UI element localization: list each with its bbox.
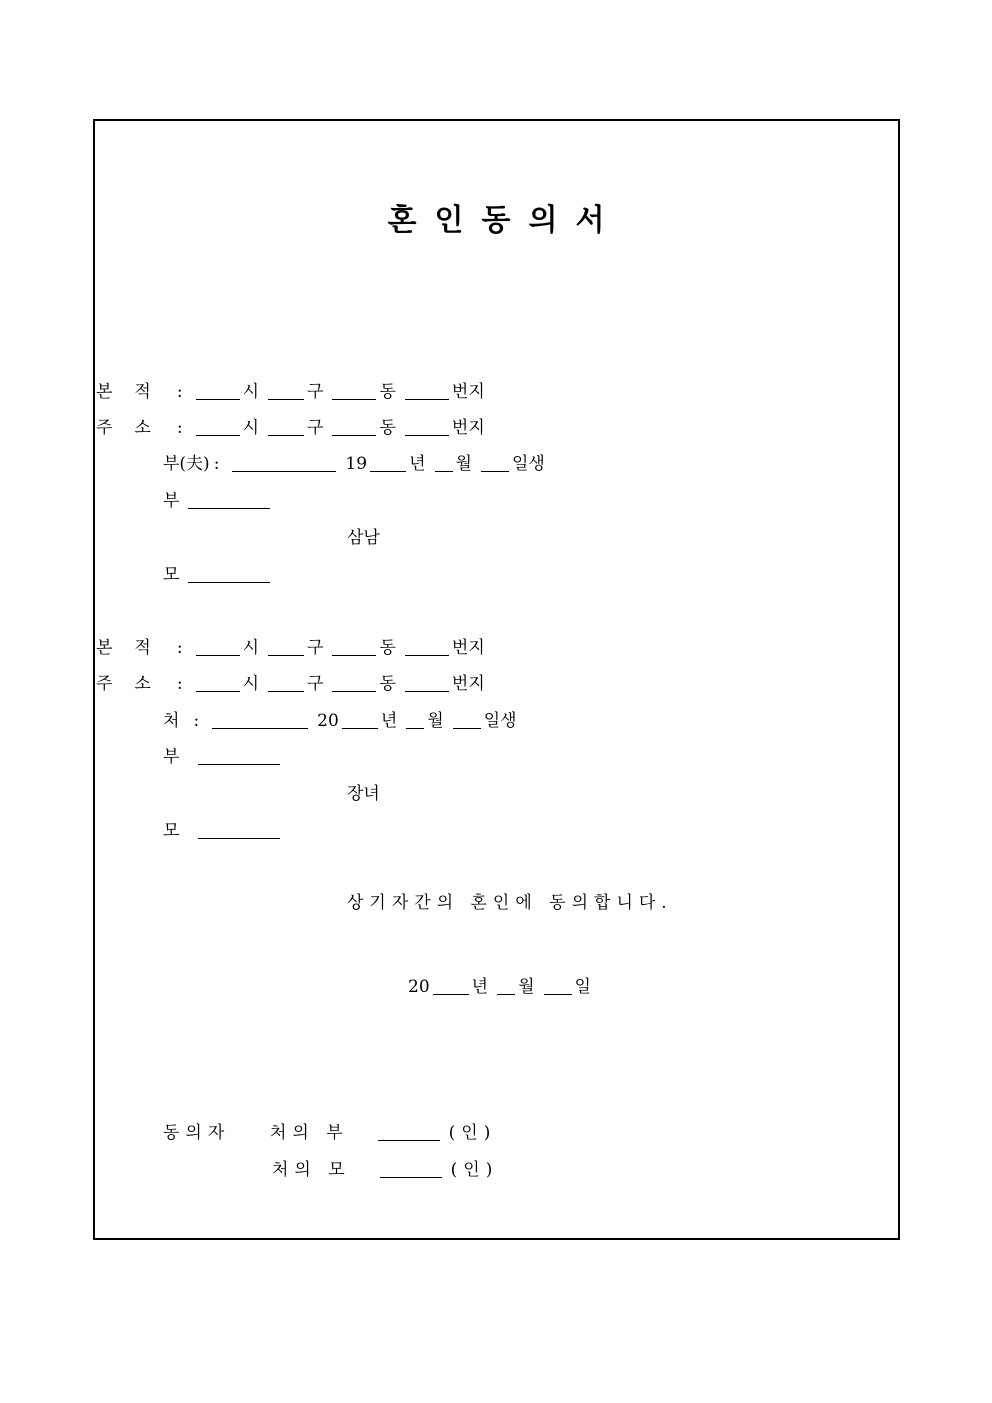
si-blank[interactable] xyxy=(196,418,240,436)
bride-name-blank[interactable] xyxy=(212,711,308,729)
gu-blank[interactable] xyxy=(268,418,304,436)
bride-father-signature-label: 처의 부 xyxy=(270,1123,349,1143)
birth-day-blank[interactable] xyxy=(453,711,481,729)
birth-day-blank[interactable] xyxy=(481,454,509,472)
gu-blank[interactable] xyxy=(268,638,304,656)
address-label: 주소 xyxy=(96,418,173,438)
birth-year-blank[interactable] xyxy=(342,711,378,729)
date-month-blank[interactable] xyxy=(497,977,515,995)
birth-month-blank[interactable] xyxy=(406,711,424,729)
bunji-blank[interactable] xyxy=(405,638,449,656)
bride-rank: 장녀 xyxy=(347,784,380,804)
seal-mark: (인) xyxy=(450,1160,499,1180)
dong-blank[interactable] xyxy=(332,674,376,692)
bride-father-blank[interactable] xyxy=(198,747,280,765)
groom-name-row: 부(夫) : 19 년 월 일생 xyxy=(163,454,545,474)
date-row: 20 년 월 일 xyxy=(408,977,591,997)
date-day-blank[interactable] xyxy=(544,977,572,995)
bride-name-row: 처 : 20 년 월 일생 xyxy=(163,711,517,731)
bride-mother-row xyxy=(163,820,283,842)
consent-mother-row xyxy=(272,1159,498,1181)
bride-address-row: 주소 : 시 구 동 번지 xyxy=(96,674,485,694)
bride-mother-blank[interactable] xyxy=(198,821,280,839)
bride-father-signature-blank[interactable] xyxy=(378,1123,440,1141)
origin-label: 본적 xyxy=(96,382,173,402)
si-blank[interactable] xyxy=(196,382,240,400)
birth-year-blank[interactable] xyxy=(370,454,406,472)
birth-month-blank[interactable] xyxy=(435,454,453,472)
bunji-blank[interactable] xyxy=(405,418,449,436)
groom-rank: 삼남 xyxy=(347,528,380,548)
date-year-blank[interactable] xyxy=(433,977,469,995)
address-label: 주소 xyxy=(96,674,173,694)
dong-blank[interactable] xyxy=(332,418,376,436)
mother-label: 모 xyxy=(163,565,180,585)
seal-mark: (인) xyxy=(448,1123,497,1143)
consenter-label: 동의자 xyxy=(163,1123,231,1143)
groom-father-blank[interactable] xyxy=(188,491,270,509)
gu-blank[interactable] xyxy=(268,382,304,400)
bride-label: 처 xyxy=(163,711,180,731)
groom-father-row xyxy=(163,490,273,512)
consent-father-row xyxy=(270,1122,496,1144)
groom-origin-row: 본적 : 시 구 동 번지 xyxy=(96,382,485,402)
dong-blank[interactable] xyxy=(332,638,376,656)
father-label: 부 xyxy=(163,491,180,511)
dong-blank[interactable] xyxy=(332,382,376,400)
bride-mother-signature-blank[interactable] xyxy=(380,1160,442,1178)
bride-mother-signature-label: 처의 모 xyxy=(272,1160,351,1180)
origin-label: 본적 xyxy=(96,638,173,658)
groom-label: 부(夫) xyxy=(163,454,210,474)
groom-name-blank[interactable] xyxy=(232,454,336,472)
document-title: 혼인동의서 xyxy=(387,203,623,238)
si-blank[interactable] xyxy=(196,674,240,692)
groom-mother-row xyxy=(163,564,273,586)
si-blank[interactable] xyxy=(196,638,240,656)
bride-origin-row: 본적 : 시 구 동 번지 xyxy=(96,638,485,658)
gu-blank[interactable] xyxy=(268,674,304,692)
mother-label: 모 xyxy=(163,821,180,841)
bunji-blank[interactable] xyxy=(405,382,449,400)
consent-statement: 상기자간의 혼인에 동의합니다. xyxy=(347,893,673,913)
bride-father-row xyxy=(163,746,283,768)
groom-address-row: 주소 : 시 구 동 번지 xyxy=(96,418,485,438)
bunji-blank[interactable] xyxy=(405,674,449,692)
groom-mother-blank[interactable] xyxy=(188,565,270,583)
father-label: 부 xyxy=(163,747,180,767)
